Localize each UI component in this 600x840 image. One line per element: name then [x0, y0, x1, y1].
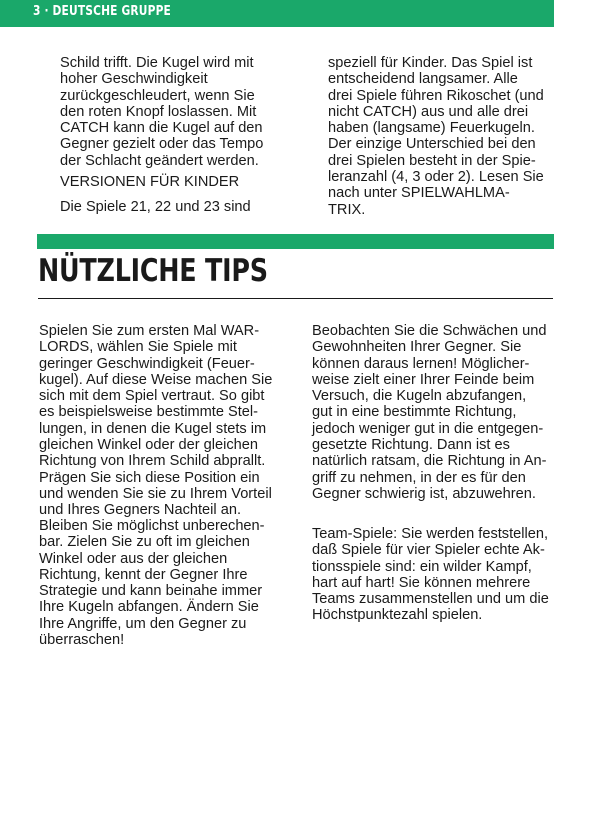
- kids-versions-heading: VERSIONEN FÜR KINDER: [60, 174, 240, 190]
- tips-paragraph-3: Beobachten Sie die Schwächen und Gewohnheiten Ihrer Gegner. Sie können daraus lernen! Möglicher- weise zielt einer Ihrer Feinde beim Versuch, die Kugeln abzufangen, gut in eine bestimmte Richtung, jedoch weniger gut in die entgegen- gesetzte Richtung. Dann ist es natürlich ratsam, die Richtung in An- griff zu nehmen, in der es für den Gegner schwierig ist, abzuwehren.: [312, 323, 547, 502]
- section-title: NÜTZLICHE TIPS: [38, 253, 268, 289]
- section-bar: [37, 234, 554, 249]
- page-header-label: 3 · DEUTSCHE GRUPPE: [33, 4, 172, 19]
- title-rule: [38, 298, 553, 299]
- kids-intro-text: Die Spiele 21, 22 und 23 sind: [60, 199, 251, 215]
- tips-paragraph-1: Spielen Sie zum ersten Mal WAR- LORDS, wählen Sie Spiele mit geringer Geschwindigkeit (Feuer- kugel). Auf diese Weise machen Sie sich mit dem Spiel vertraut. So gibt es beispielsweise bestimmte Stel- lungen, in denen die Kugel stets im gleichen Winkel oder der gleichen Richtung von Ihrem Schild abprallt. Prägen Sie sich diese Position ein und wenden Sie sie zu Ihrem Vorteil und Ihres Gegners Nachteil an.: [39, 323, 273, 519]
- tips-paragraph-2: Bleiben Sie möglichst unberechen- bar. Zielen Sie zu oft im gleichen Winkel oder aus der gleichen Richtung, kennt der Gegner Ihre Strategie und kann beinahe immer Ihre Kugeln abfangen. Ändern Sie Ihre Angriffe, um den Gegner zu überraschen!: [39, 518, 265, 649]
- top-left-paragraph: Schild trifft. Die Kugel wird mit hoher Geschwindigkeit zurückgeschleudert, wenn Sie den roten Knopf loslassen. Mit CATCH kann die Kugel auf den Gegner gezielt oder das Tempo der Schlacht geändert werden.: [60, 55, 264, 169]
- top-right-paragraph: speziell für Kinder. Das Spiel ist entscheidend langsamer. Alle drei Spiele führen Rikoschet (und nicht CATCH) aus und alle drei haben (langsame) Feuerkugeln. Der einzige Unterschied bei den drei Spielen besteht in der Spie- leranzahl (4, 3 oder 2). Lesen Sie nach unter SPIELWAHLMA- TRIX.: [328, 55, 544, 218]
- tips-paragraph-4: Team-Spiele: Sie werden feststellen, daß Spiele für vier Spieler echte Ak- tionsspiele sind: ein wilder Kampf, hart auf hart! Sie können mehrere Teams zusammenstellen und um die Höchstpunktezahl spielen.: [312, 526, 549, 624]
